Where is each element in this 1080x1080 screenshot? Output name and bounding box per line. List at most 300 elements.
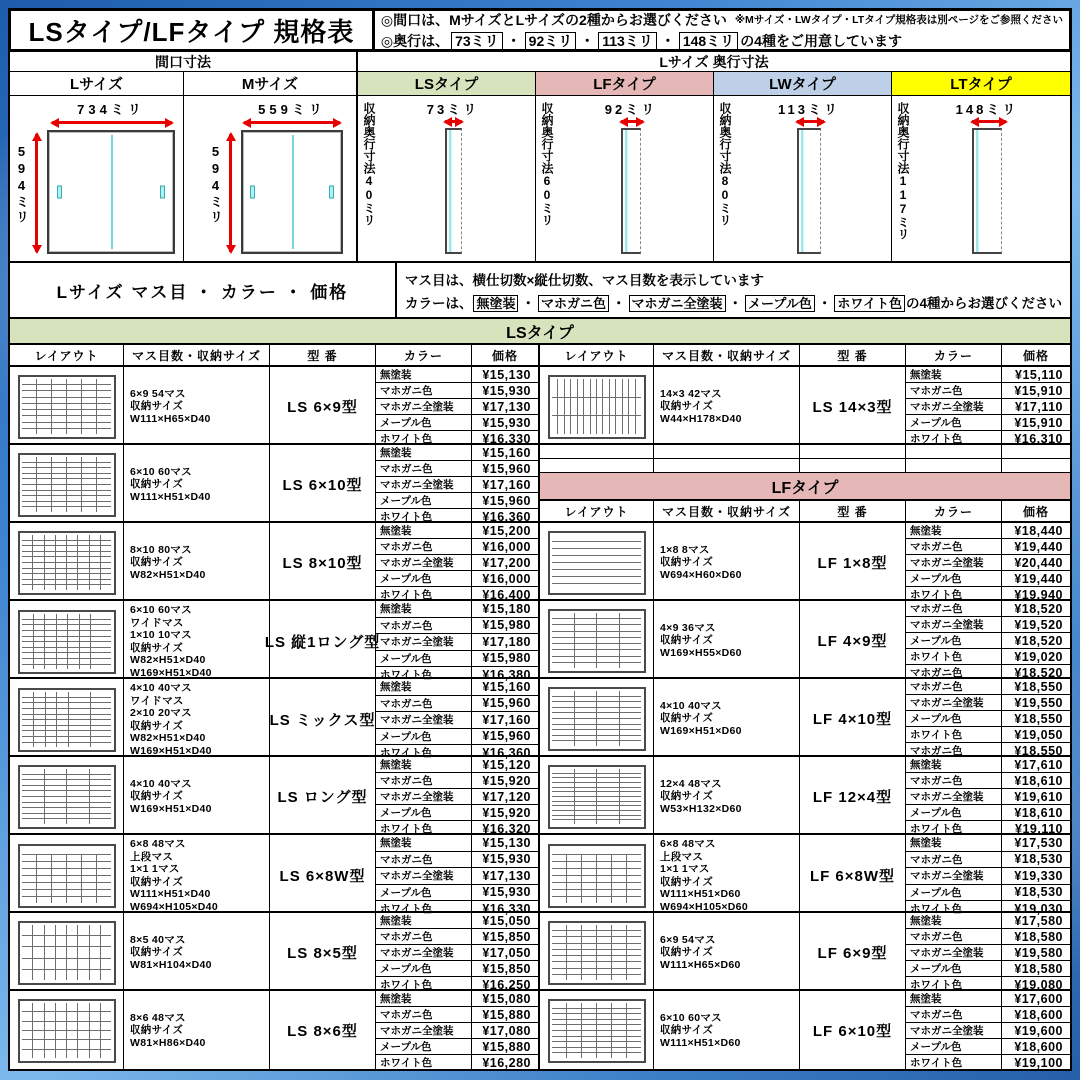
layout-grid-cell <box>97 897 111 903</box>
layout-grid-cell <box>22 936 32 946</box>
layout-grid-cell <box>46 726 57 731</box>
layout-grid-cell <box>552 848 641 854</box>
layout-grid-cell <box>620 713 642 718</box>
layout-grid-cell <box>612 1014 626 1019</box>
layout-grid-cell <box>552 1037 566 1042</box>
layout-grid-cell <box>80 665 91 670</box>
color-label: 無塗装 <box>906 991 1002 1006</box>
layout-grid-cell <box>22 1040 32 1048</box>
price-value: ¥15,980 <box>482 618 531 633</box>
layout-grid-cell <box>80 642 91 647</box>
color-label: 無塗装 <box>906 757 1002 772</box>
layout-grid-cell <box>22 398 36 403</box>
price-value: ¥15,130 <box>482 367 531 382</box>
empty-cell <box>654 459 800 472</box>
layout-grid-cell <box>612 969 626 974</box>
layout-grid-cell <box>582 876 596 882</box>
price-value: ¥15,930 <box>482 852 531 867</box>
layout-grid-cell <box>80 620 91 625</box>
price-value: ¥15,110 <box>1015 367 1063 382</box>
spec-cell <box>124 835 270 917</box>
layout-grid-cell <box>552 708 574 713</box>
price-row <box>906 399 1070 415</box>
price-value: ¥19,600 <box>1014 1023 1063 1038</box>
layout-grid-cell <box>91 692 111 697</box>
layout-grid-cell <box>552 925 566 930</box>
top-header-band <box>8 8 1072 52</box>
layout-grid-cell <box>620 811 642 815</box>
price-row <box>376 945 538 961</box>
column-header-4: 価格 <box>1022 504 1049 519</box>
layout-grid-cell <box>22 637 33 642</box>
layout-grid-cell <box>56 1003 66 1011</box>
spec-line: 6×10 60マス <box>130 604 192 616</box>
price-tables <box>8 345 1072 1071</box>
color-label: メープル色 <box>906 885 1002 901</box>
color-note-prefix: カラーは、 <box>404 295 473 311</box>
layout-grid-cell <box>627 1037 641 1042</box>
layout-grid-cell <box>37 897 51 903</box>
spec-line: 6×9 54マス <box>130 387 186 400</box>
layout-grid-cell <box>22 1012 32 1020</box>
layout-grid-cell <box>616 398 621 416</box>
price-row <box>906 665 1070 680</box>
layout-grid-cell <box>582 975 596 980</box>
color-label: ホワイト色 <box>376 977 472 992</box>
layout-grid-cell <box>582 937 596 942</box>
empty-cell <box>1002 459 1070 472</box>
top-notes <box>375 11 1069 49</box>
layout-grid-cell <box>45 569 55 574</box>
layout-thumb <box>548 921 646 985</box>
layout-grid-cell <box>22 631 33 636</box>
layout-grid-cell <box>627 975 641 980</box>
price-row <box>376 461 538 477</box>
color-label: 無塗装 <box>906 835 1002 851</box>
layout-grid-cell <box>91 631 111 636</box>
layout-grid-cell <box>82 883 96 889</box>
layout-grid-cell <box>56 580 66 585</box>
layout-grid-cell <box>82 862 96 868</box>
layout-grid-cell <box>552 625 574 630</box>
color-label: メープル色 <box>376 1039 472 1054</box>
layout-grid-cell <box>90 775 112 780</box>
price-row <box>376 679 538 696</box>
layout-grid-cell <box>597 820 619 824</box>
layout-grid-cell <box>67 786 89 791</box>
color-label: メープル色 <box>906 1039 1002 1054</box>
layout-grid-cell <box>91 737 111 742</box>
layout-grid-cell <box>46 703 57 708</box>
layout-grid-cell <box>597 806 619 810</box>
layout-grid-cell <box>33 1003 43 1011</box>
price-value: ¥17,580 <box>1014 913 1063 928</box>
color-option-separator: ・ <box>728 295 743 311</box>
layout-grid-cell <box>97 876 111 882</box>
width-note-line <box>381 10 1063 30</box>
layout-grid-cell <box>22 814 44 819</box>
model-number: LS ミックス型 <box>270 679 376 761</box>
layout-grid-cell <box>90 786 112 791</box>
layout-grid-cell <box>22 507 36 512</box>
layout-grid-cell <box>22 546 32 551</box>
layout-cell <box>540 835 654 917</box>
price-row <box>906 415 1070 431</box>
layout-grid-cell <box>620 663 642 668</box>
depth-option: 148ミリ <box>679 32 738 50</box>
layout-grid-cell <box>33 563 43 568</box>
price-value: ¥19,030 <box>1014 901 1063 916</box>
width-note: ◎間口は、MサイズとLサイズの2種からお選びください <box>380 11 727 28</box>
layout-grid-cell <box>33 569 43 574</box>
layout-grid-cell <box>67 496 81 501</box>
layout-grid-cell <box>22 410 36 415</box>
price-column <box>376 367 538 446</box>
layout-grid-cell <box>67 890 81 896</box>
layout-grid-cell <box>82 485 96 490</box>
spec-cell <box>654 679 800 758</box>
layout-grid-cell <box>67 474 81 479</box>
layout-grid-cell <box>34 642 45 647</box>
diagram-l-size <box>10 96 184 261</box>
price-column <box>376 757 538 836</box>
layout-thumb <box>18 375 116 439</box>
layout-grid-cell <box>67 391 81 396</box>
price-value: ¥16,330 <box>482 901 531 916</box>
layout-grid-cell <box>620 788 642 792</box>
type-header-lf: LFタイプ <box>536 72 714 95</box>
layout-grid <box>22 535 111 590</box>
layout-grid-cell <box>620 632 642 637</box>
layout-grid-cell <box>552 869 566 875</box>
price-value: ¥15,930 <box>482 383 531 398</box>
price-value: ¥17,050 <box>482 945 531 960</box>
layout-grid-cell <box>82 876 96 882</box>
layout-grid-cell <box>90 925 100 935</box>
layout-grid-cell <box>582 869 596 875</box>
layout-grid-cell <box>552 820 574 824</box>
layout-grid-cell <box>612 1025 626 1030</box>
layout-grid-cell <box>82 491 96 496</box>
price-row <box>906 773 1070 789</box>
layout-grid-cell <box>67 546 77 551</box>
price-row <box>906 835 1070 852</box>
lw-depth-label: 113ミリ <box>778 102 840 117</box>
price-value: ¥18,520 <box>1014 665 1063 680</box>
layout-grid-cell <box>78 936 88 946</box>
layout-grid-cell <box>584 398 589 416</box>
layout-grid-cell <box>620 644 642 649</box>
ls-depth-label: 73ミリ <box>426 102 480 117</box>
spec-cell <box>124 523 270 602</box>
color-label: 無塗装 <box>906 523 1002 538</box>
layout-grid-cell <box>620 697 642 702</box>
layout-grid-cell <box>82 416 96 421</box>
price-column <box>906 913 1070 992</box>
layout-grid-cell <box>575 769 597 773</box>
layout-grid-cell <box>620 691 642 696</box>
layout-grid-cell <box>22 429 36 434</box>
cabinet-handle-right <box>329 186 334 199</box>
layout-grid-cell <box>575 702 597 707</box>
price-column <box>906 757 1070 836</box>
layout-grid-cell <box>552 962 566 967</box>
color-label: マホガニ色 <box>376 696 472 712</box>
layout-grid-cell <box>97 385 111 390</box>
layout-grid-cell <box>22 541 32 546</box>
price-row <box>376 821 538 836</box>
color-label: 無塗装 <box>376 367 472 382</box>
color-label: マホガニ色 <box>376 852 472 868</box>
layout-grid-cell <box>552 398 557 416</box>
layout-grid-cell <box>33 936 43 946</box>
empty-cell <box>540 459 654 472</box>
layout-grid-cell <box>552 862 566 868</box>
layout-grid-cell <box>37 463 51 468</box>
layout-grid-cell <box>627 1003 641 1008</box>
page-title: LSタイプ/LFタイプ 規格表 <box>11 11 375 49</box>
layout-grid-cell <box>552 816 574 820</box>
layout-grid-cell <box>34 653 45 658</box>
price-row <box>376 868 538 885</box>
layout-grid <box>552 1003 641 1058</box>
spec-line: W111×H65×D60 <box>660 958 741 971</box>
color-label: マホガニ全塗装 <box>376 1023 472 1038</box>
price-row <box>376 445 538 461</box>
layout-cell <box>540 601 654 680</box>
layout-grid-cell <box>612 862 626 868</box>
layout-grid-cell <box>56 574 66 579</box>
layout-grid-cell <box>597 398 602 416</box>
layout-grid-cell <box>597 663 619 668</box>
layout-grid-cell <box>34 715 45 720</box>
layout-grid-cell <box>57 614 68 619</box>
layout-grid-cell <box>57 698 68 703</box>
layout-grid-cell <box>552 897 566 903</box>
layout-grid-cell <box>22 391 36 396</box>
layout-grid-cell <box>37 507 51 512</box>
layout-grid-cell <box>620 806 642 810</box>
layout-grid-cell <box>56 959 66 969</box>
layout-grid-cell <box>82 468 96 473</box>
layout-grid-cell <box>90 959 100 969</box>
layout-grid-cell <box>34 665 45 670</box>
color-label: メープル色 <box>906 711 1002 726</box>
price-value: ¥15,080 <box>482 991 531 1006</box>
layout-grid-cell <box>45 797 67 802</box>
price-row <box>906 617 1070 633</box>
layout-thumb <box>548 375 646 439</box>
layout-grid-cell <box>37 855 51 861</box>
masume-note: マス目は、横仕切数×縦仕切数、マス目数を表示しています <box>404 272 764 288</box>
layout-grid-cell <box>620 820 642 824</box>
layout-grid-cell <box>97 474 111 479</box>
layout-grid-cell <box>33 1040 43 1048</box>
layout-grid-cell <box>33 546 43 551</box>
layout-grid-cell <box>69 737 89 742</box>
layout-grid-cell <box>67 416 81 421</box>
price-row <box>376 773 538 789</box>
layout-grid-cell <box>52 876 66 882</box>
layout-grid-cell <box>552 1053 566 1058</box>
layout-grid-cell <box>56 1031 66 1039</box>
price-value: ¥19,940 <box>1014 587 1063 602</box>
ls-depth-arrow <box>445 120 462 123</box>
price-row <box>376 1055 538 1070</box>
m-cabinet-drawing <box>241 130 343 254</box>
layout-grid-cell <box>67 819 89 824</box>
color-label: 無塗装 <box>376 757 472 772</box>
layout-grid-cell <box>582 1031 596 1036</box>
spec-line: W111×H51×D40 <box>130 888 211 901</box>
layout-grid-cell <box>620 783 642 787</box>
price-value: ¥15,980 <box>482 651 531 666</box>
layout-grid-cell <box>37 429 51 434</box>
layout-grid-cell <box>78 1050 88 1058</box>
layout-grid-cell <box>22 709 33 714</box>
layout-cell <box>540 523 654 602</box>
layout-grid-cell <box>67 970 77 980</box>
spec-line: 収納サイズ <box>660 1024 714 1037</box>
layout-grid-cell <box>68 642 79 647</box>
layout-grid-cell <box>37 474 51 479</box>
layout-grid-cell <box>575 625 597 630</box>
layout-grid-cell <box>82 869 96 875</box>
lf-depth-label: 92ミリ <box>604 102 658 117</box>
layout-grid <box>552 613 641 668</box>
layout-grid-cell <box>91 637 111 642</box>
layout-grid-cell <box>627 931 641 936</box>
layout-grid-cell <box>22 580 32 585</box>
layout-grid-cell <box>22 715 33 720</box>
layout-grid-cell <box>575 725 597 730</box>
layout-grid-cell <box>45 574 55 579</box>
price-value: ¥19,440 <box>1014 539 1063 554</box>
price-value: ¥17,180 <box>482 634 531 649</box>
spec-line: W169×H51×D40 <box>130 666 212 679</box>
layout-grid-cell <box>620 613 642 618</box>
layout-grid-cell <box>37 416 51 421</box>
model-number: LS 6×10型 <box>270 445 376 524</box>
layout-grid-cell <box>91 665 111 670</box>
type-header-lw: LWタイプ <box>714 72 892 95</box>
layout-grid-cell <box>558 379 563 397</box>
layout-grid-cell <box>82 897 96 903</box>
layout-grid-cell <box>67 585 77 590</box>
layout-cell <box>10 367 124 446</box>
product-block <box>10 679 538 760</box>
spec-line: W111×H51×D60 <box>660 888 741 901</box>
price-value: ¥17,160 <box>482 477 531 492</box>
layout-grid-cell <box>597 702 619 707</box>
layout-grid-cell <box>90 970 100 980</box>
layout-grid-cell <box>623 416 628 434</box>
layout-grid-cell <box>33 959 43 969</box>
layout-grid-cell <box>101 541 111 546</box>
model-number: LS 8×5型 <box>270 913 376 992</box>
color-options <box>472 292 906 312</box>
product-block <box>10 913 538 991</box>
layout-grid-cell <box>52 855 66 861</box>
price-value: ¥15,160 <box>482 679 531 694</box>
layout-grid-cell <box>575 806 597 810</box>
layout-grid-cell <box>33 552 43 557</box>
color-label: マホガニ色 <box>906 539 1002 554</box>
layout-grid-cell <box>597 625 619 630</box>
layout-grid-cell <box>68 614 79 619</box>
layout-grid-cell <box>56 947 66 957</box>
layout-thumb <box>18 921 116 985</box>
layout-grid-cell <box>82 379 96 384</box>
layout-grid-cell <box>22 869 36 875</box>
layout-grid-cell <box>603 379 608 397</box>
layout-grid-cell <box>22 485 36 490</box>
layout-grid-cell <box>567 1053 581 1058</box>
layout-grid-cell <box>22 862 36 868</box>
layout-grid-cell <box>91 726 111 731</box>
layout-grid-cell <box>552 797 574 801</box>
empty-cell <box>1002 445 1070 458</box>
layout-grid-cell <box>91 614 111 619</box>
lt-inner-depth-label: 収納奥行寸法117ミリ <box>896 102 910 240</box>
product-block <box>10 445 538 523</box>
layout-grid-cell <box>56 1050 66 1058</box>
layout-grid-cell <box>37 485 51 490</box>
layout-grid-cell <box>552 619 574 624</box>
layout-grid-cell <box>627 897 641 903</box>
layout-grid-cell <box>33 557 43 562</box>
color-label: マホガニ全塗装 <box>906 555 1002 570</box>
layout-grid-cell <box>597 937 611 942</box>
spec-line: 収納サイズ <box>660 400 714 413</box>
color-label: マホガニ全塗装 <box>376 477 472 492</box>
layout-grid-cell <box>22 574 32 579</box>
layout-grid-cell <box>82 398 96 403</box>
layout-grid-cell <box>97 404 111 409</box>
layout-grid-cell <box>610 398 615 416</box>
layout-grid-cell <box>33 1031 43 1039</box>
price-value: ¥15,910 <box>1014 415 1063 430</box>
layout-grid-cell <box>68 659 79 664</box>
layout-grid-cell <box>97 410 111 415</box>
layout-thumb <box>548 609 646 673</box>
layout-grid-cell <box>582 969 596 974</box>
layout-grid-cell <box>45 659 56 664</box>
layout-grid-cell <box>597 1031 611 1036</box>
layout-grid-cell <box>91 709 111 714</box>
layout-grid-cell <box>565 416 570 434</box>
layout-grid-cell <box>78 569 88 574</box>
layout-grid-cell <box>620 638 642 643</box>
color-label: メープル色 <box>376 493 472 508</box>
spec-line: 8×10 80マス <box>130 543 192 556</box>
lt-depth-label: 148ミリ <box>955 102 1019 117</box>
layout-grid-cell <box>46 698 57 703</box>
lw-depth-arrow <box>797 120 824 123</box>
layout-grid-cell <box>34 637 45 642</box>
layout-grid-cell <box>575 708 597 713</box>
layout-grid-cell <box>627 862 641 868</box>
layout-grid-cell <box>552 774 574 778</box>
color-label: マホガニ色 <box>906 743 1002 758</box>
price-row <box>376 367 538 383</box>
price-column <box>906 523 1070 602</box>
layout-grid-cell <box>22 659 33 664</box>
price-row <box>906 1039 1070 1055</box>
layout-grid-cell <box>67 398 81 403</box>
layout-grid-cell <box>612 869 626 875</box>
layout-grid-cell <box>567 855 581 861</box>
